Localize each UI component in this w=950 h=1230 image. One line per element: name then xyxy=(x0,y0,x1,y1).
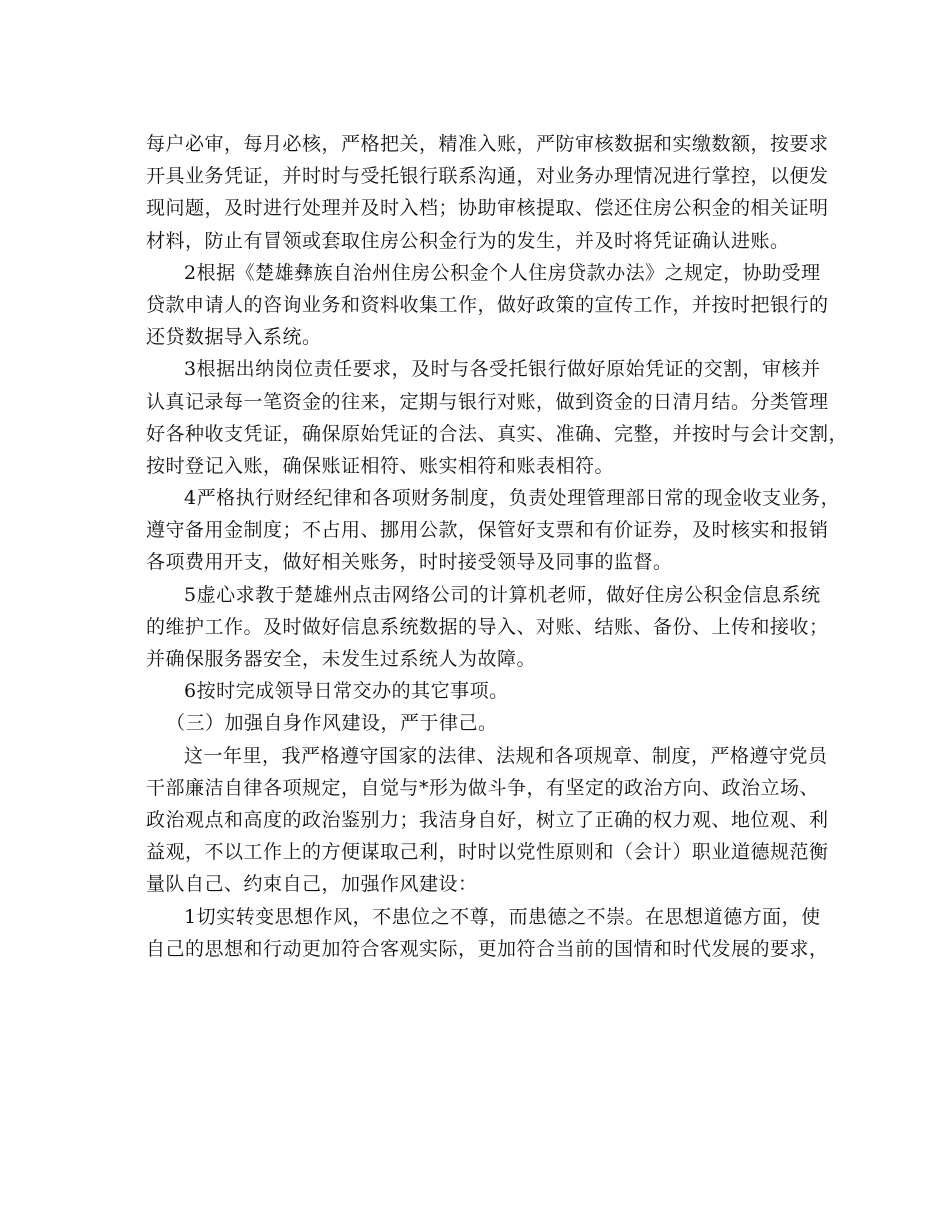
text-line: 益观，不以工作上的方便谋取己利，时时以党性原则和（会计）职业道德规范衡 xyxy=(146,841,829,864)
text-line: 3根据出纳岗位责任要求，及时与各受托银行做好原始凭证的交割，审核并 xyxy=(184,358,821,381)
text-line: 好各种收支凭证，确保原始凭证的合法、真实、准确、完整，并按时与会计交割， xyxy=(146,422,849,445)
text-line: 各项费用开支，做好相关账务，时时接受领导及同事的监督。 xyxy=(146,551,673,574)
text-line: 贷款申请人的咨询业务和资料收集工作，做好政策的宣传工作，并按时把银行的 xyxy=(146,293,829,316)
text-line: 现问题，及时进行处理并及时入档；协助审核提取、偿还住房公积金的相关证明 xyxy=(146,197,829,220)
text-line: 每户必审，每月必核，严格把关，精准入账，严防审核数据和实缴数额，按要求 xyxy=(146,133,829,155)
text-line: 政治观点和高度的政治鉴别力；我洁身自好，树立了正确的权力观、地位观、利 xyxy=(146,808,829,831)
text-line: 并确保服务器安全，未发生过系统人为故障。 xyxy=(146,648,537,670)
text-line: 遵守备用金制度；不占用、挪用公款，保管好支票和有价证券，及时核实和报销 xyxy=(146,519,829,542)
text-line: 材料，防止有冒领或套取住房公积金行为的发生，并及时将凭证确认进账。 xyxy=(146,229,790,252)
text-line: 2根据《楚雄彝族自治州住房公积金个人住房贷款办法》之规定，协助受理 xyxy=(184,261,821,284)
text-line: 的维护工作。及时做好信息系统数据的导入、对账、结账、备份、上传和接收； xyxy=(146,615,829,638)
text-line: 4严格执行财经纪律和各项财务制度，负责处理管理部日常的现金收支业务， xyxy=(184,487,841,510)
text-line: 6按时完成领导日常交办的其它事项。 xyxy=(184,680,509,703)
text-line: 干部廉洁自律各项规定，自觉与*形为做斗争，有坚定的政治方向、政治立场、 xyxy=(146,776,820,799)
text-line: （三）加强自身作风建设，严于律己。 xyxy=(166,712,498,735)
text-line: 还贷数据导入系统。 xyxy=(146,326,322,349)
text-line: 5虚心求教于楚雄州点击网络公司的计算机老师，做好住房公积金信息系统 xyxy=(184,583,821,606)
document-body xyxy=(146,128,849,965)
text-line: 开具业务凭证，并时时与受托银行联系沟通，对业务办理情况进行掌控，以便发 xyxy=(146,165,829,188)
text-line: 这一年里，我严格遵守国家的法律、法规和各项规章、制度，严格遵守党员 xyxy=(184,744,828,767)
text-line: 认真记录每一笔资金的往来，定期与银行对账，做到资金的日清月结。分类管理 xyxy=(146,390,829,413)
text-line: 1切实转变思想作风，不患位之不尊，而患德之不崇。在思想道德方面，使 xyxy=(184,905,821,928)
text-line: 自己的思想和行动更加符合客观实际，更加符合当前的国情和时代发展的要求， xyxy=(146,937,829,960)
text-line: 按时登记入账，确保账证相符、账实相符和账表相符。 xyxy=(146,454,615,477)
text-line: 量队自己、约束自己，加强作风建设： xyxy=(146,873,478,896)
